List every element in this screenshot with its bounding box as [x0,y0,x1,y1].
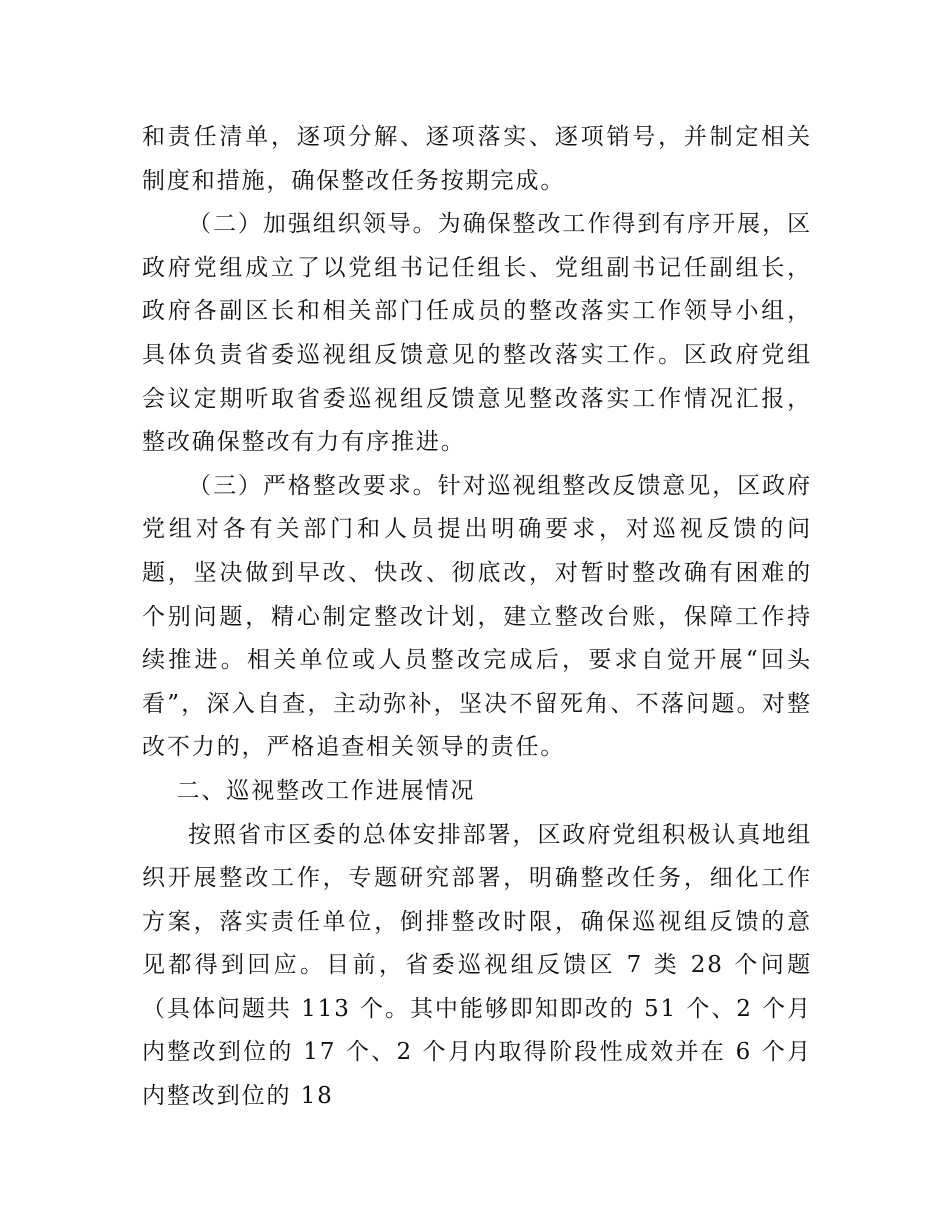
paragraph-rectification-requirements: （三）严格整改要求。针对巡视组整改反馈意见，区政府党组对各有关部门和人员提出明确要求，对巡视反馈的问题，坚决做到早改、快改、彻底改，对暂时整改确有困难的个别问题，精心制定整改计划，建立整改台账，保障工作持续推进。相关单位或人员整改完成后，要求自觉开展“回头看”，深入自查，主动弥补，坚决不留死角、不落问题。对整改不力的，严格追查相关领导的责任。 [142,472,812,761]
paragraph-progress-details: 按照省市区委的总体安排部署，区政府党组积极认真地组织开展整改工作，专题研究部署，明确整改任务，细化工作方案，落实责任单位，倒排整改时限，确保巡视组反馈的意见都得到回应。目前，省委巡视组反馈区 7 类 28 个问题（具体问题共 113 个。其中能够即知即改的 51 个、2 个月内整改到位的 17 个、2 个月内取得阶段性成效并在 6 个月内整改到位的 18 [142,821,812,1110]
document-body [142,116,812,1119]
section-heading-progress: 二、巡视整改工作进展情况 [176,777,476,804]
paragraph-continuation: 和责任清单，逐项分解、逐项落实、逐项销号，并制定相关制度和措施，确保整改任务按期完成。 [142,124,812,194]
paragraph-organization-leadership: （二）加强组织领导。为确保整改工作得到有序开展，区政府党组成立了以党组书记任组长、党组副书记任副组长，政府各副区长和相关部门任成员的整改落实工作领导小组，具体负责省委巡视组反馈意见的整改落实工作。区政府党组会议定期听取省委巡视组反馈意见整改落实工作情况汇报，整改确保整改有力有序推进。 [142,211,812,456]
